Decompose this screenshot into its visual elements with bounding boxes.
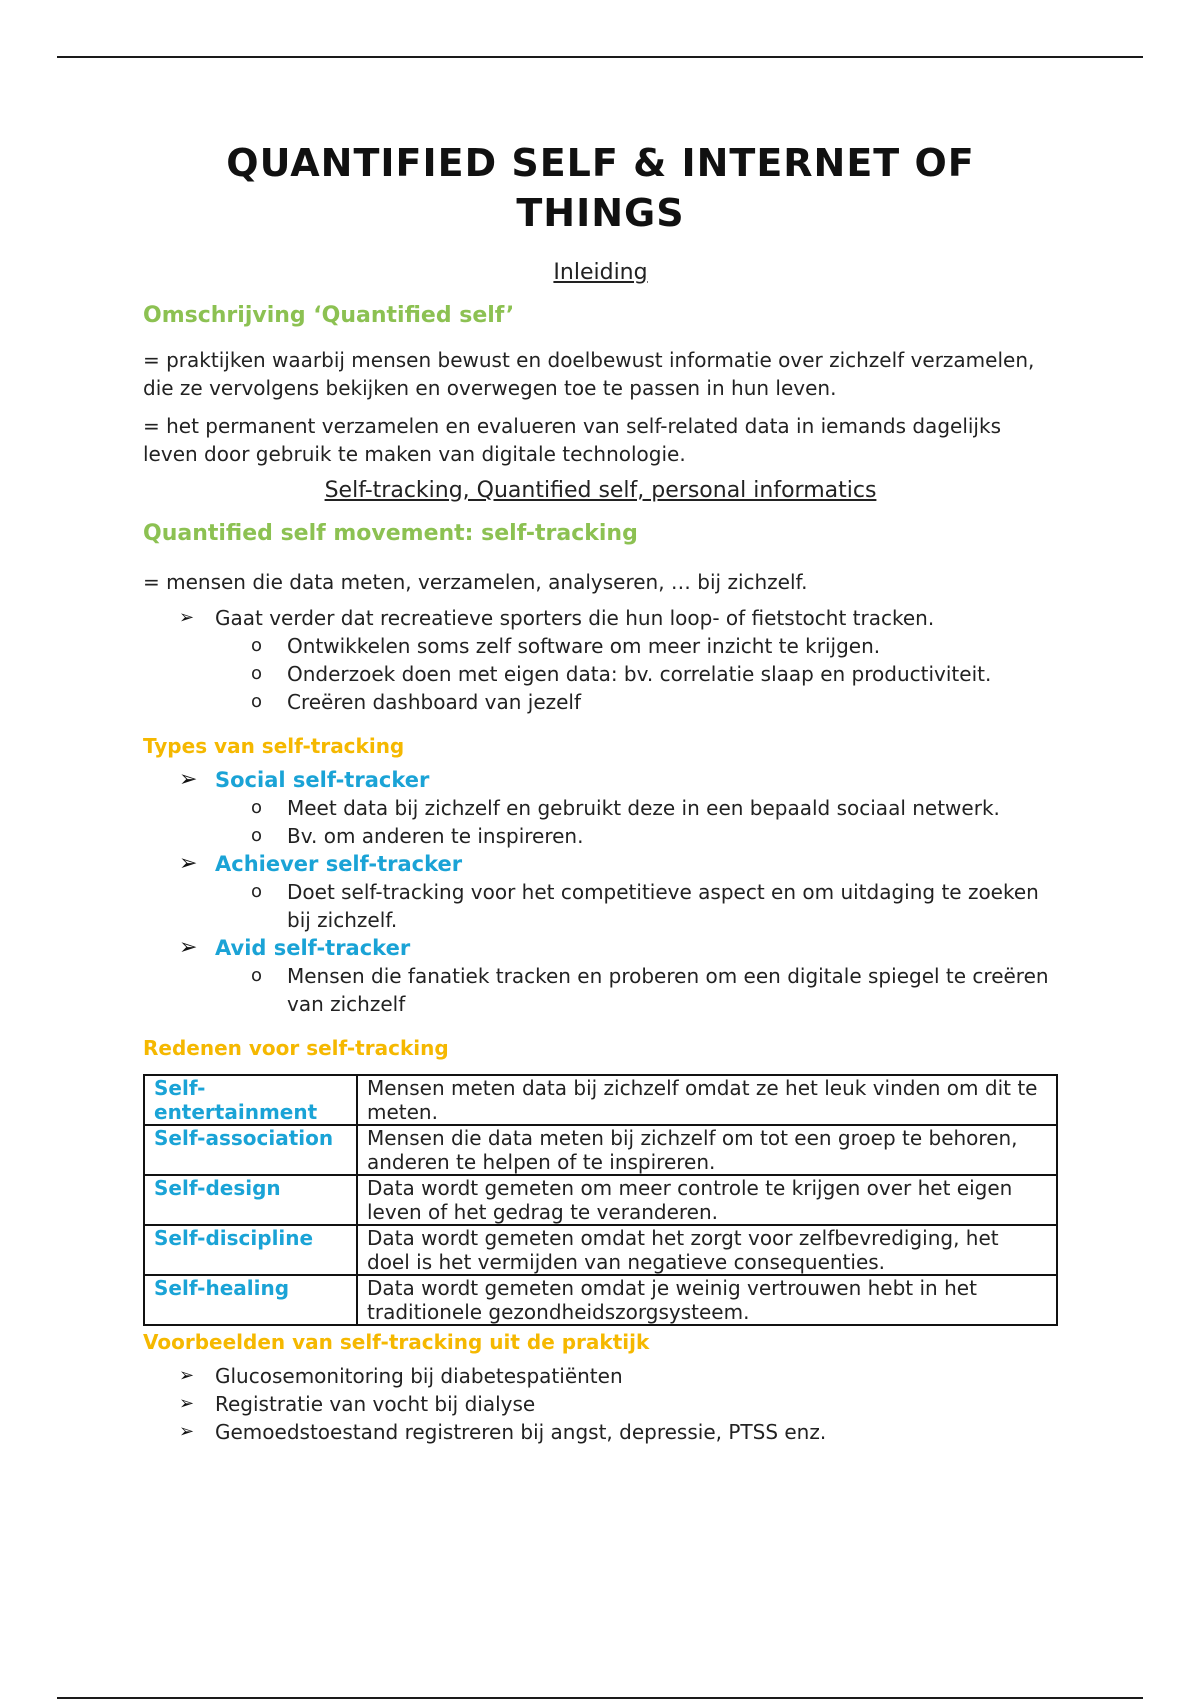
sub-list-item <box>215 878 1058 934</box>
header-rule <box>57 56 1143 58</box>
movement-heading: Quantified self movement: self-tracking <box>143 521 638 546</box>
example-text: Registratie van vocht bij dialyse <box>215 1392 536 1416</box>
definition-2: = het permanent verzamelen en evalueren van self-related data in iemands dagelijks leven door gebruik te maken van digitale technologie. <box>143 414 1001 466</box>
definition-1: = praktijken waarbij mensen bewust en doelbewust informatie over zichzelf verzamelen, die ze vervolgens bekijken en overwegen toe te passen in hun leven. <box>143 348 1035 400</box>
reason-desc: Mensen die data meten bij zichzelf om tot een groep te behoren, anderen te helpen of te inspireren. <box>357 1125 1057 1175</box>
omschrijving-heading: Omschrijving ‘Quantified self’ <box>143 303 515 328</box>
document-title: QUANTIFIED SELF & INTERNET OF THINGS <box>226 141 975 235</box>
sub-item-text: Bv. om anderen te inspireren. <box>287 824 584 848</box>
sub-list-item <box>215 660 1058 688</box>
arrow-bullet-icon: ➢ <box>179 607 195 628</box>
reason-key: Self-design <box>144 1175 357 1225</box>
circle-bullet-icon: o <box>251 635 263 656</box>
arrow-bullet-icon: ➢ <box>179 767 198 792</box>
reason-key: Self-discipline <box>144 1225 357 1275</box>
sub-item-text: Mensen die fanatiek tracken en proberen om een digitale spiegel te creëren van zichzelf <box>287 964 1049 1016</box>
examples-heading: Voorbeelden van self-tracking uit de praktijk <box>143 1330 650 1354</box>
sub-list-item <box>215 794 1058 822</box>
reasons-table <box>143 1074 1058 1326</box>
circle-bullet-icon: o <box>251 881 263 902</box>
reasons-heading: Redenen voor self-tracking <box>143 1036 449 1060</box>
types-list <box>143 766 1058 1018</box>
reason-desc: Mensen meten data bij zichzelf omdat ze het leuk vinden om dit te meten. <box>357 1075 1057 1125</box>
sub-list <box>215 878 1058 934</box>
bullet-text: Gaat verder dat recreatieve sporters die hun loop- of fietstocht tracken. <box>215 606 935 630</box>
list-item <box>143 850 1058 934</box>
reason-desc: Data wordt gemeten om meer controle te krijgen over het eigen leven of het gedrag te veranderen. <box>357 1175 1057 1225</box>
example-text: Gemoedstoestand registreren bij angst, depressie, PTSS enz. <box>215 1420 827 1444</box>
list-item <box>143 1390 1058 1418</box>
document-page <box>143 138 1058 1446</box>
sub-item-text: Creëren dashboard van jezelf <box>287 690 582 714</box>
example-text: Glucosemonitoring bij diabetespatiënten <box>215 1364 623 1388</box>
sub-list-item <box>215 688 1058 716</box>
reason-desc: Data wordt gemeten omdat je weinig vertrouwen hebt in het traditionele gezondheidszorgsysteem. <box>357 1275 1057 1325</box>
circle-bullet-icon: o <box>251 965 263 986</box>
movement-list <box>143 604 1058 716</box>
type-name: Avid self-tracker <box>215 936 411 960</box>
sub-item-text: Ontwikkelen soms zelf software om meer inzicht te krijgen. <box>287 634 881 658</box>
circle-bullet-icon: o <box>251 691 263 712</box>
reason-key: Self-entertainment <box>144 1075 357 1125</box>
list-item <box>143 604 1058 716</box>
sub-list-item <box>215 962 1058 1018</box>
list-item <box>143 766 1058 850</box>
list-item <box>143 934 1058 1018</box>
table-row <box>144 1225 1057 1275</box>
table-row <box>144 1075 1057 1125</box>
type-name: Social self-tracker <box>215 768 430 792</box>
list-item <box>143 1362 1058 1390</box>
type-name: Achiever self-tracker <box>215 852 463 876</box>
arrow-bullet-icon: ➢ <box>179 851 198 876</box>
arrow-bullet-icon: ➢ <box>179 935 198 960</box>
circle-bullet-icon: o <box>251 663 263 684</box>
reason-key: Self-healing <box>144 1275 357 1325</box>
sub-list-item <box>215 632 1058 660</box>
arrow-bullet-icon: ➢ <box>179 1393 195 1414</box>
sub-list <box>215 962 1058 1018</box>
table-row <box>144 1275 1057 1325</box>
section2-heading: Self-tracking, Quantified self, personal informatics <box>324 478 877 503</box>
arrow-bullet-icon: ➢ <box>179 1421 195 1442</box>
table-row <box>144 1175 1057 1225</box>
movement-definition: = mensen die data meten, verzamelen, analyseren, … bij zichzelf. <box>143 570 808 594</box>
examples-list <box>143 1362 1058 1446</box>
sub-item-text: Doet self-tracking voor het competitieve aspect en om uitdaging te zoeken bij zichzelf. <box>287 880 1039 932</box>
sub-list <box>215 794 1058 850</box>
types-heading: Types van self-tracking <box>143 734 405 758</box>
sub-list <box>215 632 1058 716</box>
sub-list-item <box>215 822 1058 850</box>
sub-item-text: Onderzoek doen met eigen data: bv. correlatie slaap en productiviteit. <box>287 662 992 686</box>
intro-heading: Inleiding <box>553 260 648 285</box>
sub-item-text: Meet data bij zichzelf en gebruikt deze in een bepaald sociaal netwerk. <box>287 796 1000 820</box>
reason-desc: Data wordt gemeten omdat het zorgt voor zelfbevrediging, het doel is het vermijden van negatieve consequenties. <box>357 1225 1057 1275</box>
circle-bullet-icon: o <box>251 825 263 846</box>
reason-key: Self-association <box>144 1125 357 1175</box>
list-item <box>143 1418 1058 1446</box>
circle-bullet-icon: o <box>251 797 263 818</box>
footer-rule <box>57 1697 1143 1699</box>
table-row <box>144 1125 1057 1175</box>
arrow-bullet-icon: ➢ <box>179 1365 195 1386</box>
